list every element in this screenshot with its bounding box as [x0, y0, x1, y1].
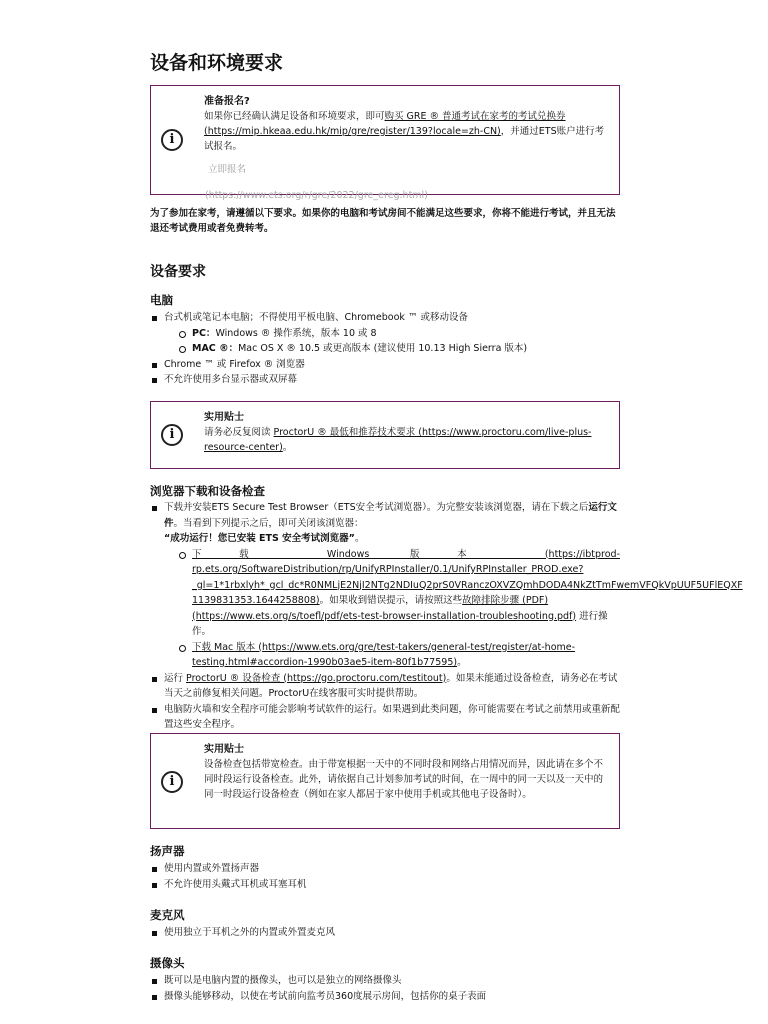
list-item: 不允许使用头戴式耳机或耳塞耳机 — [150, 877, 620, 893]
device-requirements-heading: 设备要求 — [150, 264, 206, 280]
register-title: 准备报名? — [204, 96, 250, 107]
download-mac-link[interactable]: 下载 Mac 版本 (https://www.ets.org/gre/test-takers/general-test/register/at-home-testing.html#accordion-1990b03ae5-item-80f1b77595) — [192, 641, 576, 668]
troubleshooting-link[interactable]: 故障排除步骤 (PDF) (https://www.ets.org/s/toefl/pdf/ets-test-browser-installation-troubleshooting.pdf) — [192, 595, 577, 622]
microphone-list — [150, 925, 620, 941]
tip-title: 实用贴士 — [204, 412, 244, 423]
list-item: 运行 ProctorU ® 设备检查 (https://go.proctoru.com/testitout)。如果未能通过设备检查，请务必在考试当天之前修复相关问题。ProctorU在线客服可实时提供帮助。 — [150, 671, 620, 702]
info-icon: i — [161, 771, 183, 793]
microphone-heading: 麦克风 — [150, 908, 185, 922]
list-item: 不允许使用多台显示器或双屏幕 — [150, 372, 620, 388]
download-windows-link-end[interactable]: 1139831353.1644258808) — [192, 595, 320, 606]
register-text: 如果你已经确认满足设备和环境要求，即可购买 GRE ® 普通考试在家考的考试兑换券 (https://mip.hkeaa.edu.hk/mip/gre/register/139?locale=zh-CN)，并通过ETS账户进行考试报名。 — [204, 111, 605, 152]
camera-list — [150, 973, 620, 1004]
camera-heading: 摄像头 — [150, 956, 185, 970]
download-windows-link-params[interactable]: _gl=1*1rbxlyh*_gcl_dc*R0NMLjE2NjI2NTg2NDIuQ2prS0VRanczOXVZQmhDODA4NkZtTmFwemVFQkVpUUF5UFlEQXF — [192, 579, 743, 591]
proctoru-requirements-link[interactable]: ProctorU ® 最低和推荐技术要求 (https://www.proctoru.com/live-plus-resource-center) — [204, 427, 592, 453]
register-callout — [150, 85, 620, 195]
info-icon: i — [161, 424, 183, 446]
speaker-heading: 扬声器 — [150, 844, 185, 858]
list-item: MAC ®：Mac OS X ® 10.5 或更高版本 (建议使用 10.13 High Sierra 版本) — [178, 341, 620, 357]
tip-callout-requirements — [150, 401, 620, 469]
register-button-url: (https://www.ets.org/r/gre/2022/gre_ereg.html) — [205, 190, 428, 201]
tip-callout-bandwidth — [150, 733, 620, 829]
list-item: 使用独立于耳机之外的内置或外置麦克风 — [150, 925, 620, 941]
list-item: 下载 Windows 版本 (https://ibtprod- rp.ets.org/SoftwareDistribution/rp/UnifyRPInstaller/0.1/UnifyRPInstaller_PROD.exe? _gl=1*1rbxlyh*_gcl_dc*R0NMLjE2NjI2NTg2NDIuQ2prS0VRanczOXVZQmhDODA4NkZtTmFwemVFQkVpUUF5UFlEQXF 1139831353.1644258808)。如果收到错误提示，请按照这些故障排除步骤 (PDF) (https://www.ets.org/s/toefl/pdf/ets-test-browser-installation-troubleshooting.pdf) 进行操作。 — [178, 547, 620, 640]
info-icon: i — [161, 129, 183, 151]
download-windows-link-url[interactable]: rp.ets.org/SoftwareDistribution/rp/UnifyRPInstaller/0.1/UnifyRPInstaller_PROD.exe? — [192, 564, 584, 575]
list-item: PC：Windows ® 操作系统，版本 10 或 8 — [178, 326, 620, 342]
list-item: 使用内置或外置扬声器 — [150, 861, 620, 877]
list-item: 台式机或笔记本电脑；不得使用平板电脑、Chromebook ™ 或移动设备 PC：Windows ® 操作系统，版本 10 或 8 MAC ®：Mac OS X ® 10.5 或更高版本 (建议使用 10.13 High Sierra 版本) — [150, 310, 620, 357]
proctoru-check-link[interactable]: ProctorU ® 设备检查 (https://go.proctoru.com/testitout) — [186, 672, 447, 684]
speaker-list — [150, 861, 620, 892]
tip-title: 实用贴士 — [204, 744, 244, 755]
computer-heading: 电脑 — [150, 293, 173, 307]
list-item: 既可以是电脑内置的摄像头，也可以是独立的网络摄像头 — [150, 973, 620, 989]
list-item: 下载并安装ETS Secure Test Browser（ETS安全考试浏览器）。为完整安装该浏览器，请在下载之后运行文件。当看到下列提示之后，即可关闭该浏览器： “成功运行！您已安装 ETS 安全考试浏览器”。 下载 Windows 版本 (https://ibtprod- rp.ets.org/SoftwareDistribution/rp/UnifyRPInstaller/0.1/UnifyRPInstaller_PROD.exe? _gl=1*1rbxlyh*_gcl_dc*R0NMLjE2NjI2NTg2NDIuQ2prS0VRanczOXVZQmhDODA4NkZtTmFwemVFQkVpUUF5UFlEQXF 1139831353.1644258808)。如果收到错误提示，请按照这些故障排除步骤 (PDF) (https://www.ets.org/s/toefl/pdf/ets-test-browser-installation-troubleshooting.pdf) 进行操作。 下载 Mac 版本 (https://www.ets.org/gre/test-takers/general-test/register/at-home-testing.html#accordion-1990b03ae5-item-80f1b77595)。 — [150, 500, 620, 671]
list-item: 下载 Mac 版本 (https://www.ets.org/gre/test-takers/general-test/register/at-home-testing.html#accordion-1990b03ae5-item-80f1b77595)。 — [178, 640, 620, 671]
list-item: 电脑防火墙和安全程序可能会影响考试软件的运行。如果遇到此类问题，你可能需要在考试之前禁用或重新配置这些安全程序。 — [150, 702, 620, 733]
browser-heading: 浏览器下载和设备检查 — [150, 484, 265, 498]
register-now-button[interactable]: 立即报名 — [208, 164, 247, 175]
tip-text: 请务必反复阅读 ProctorU ® 最低和推荐技术要求 (https://www.proctoru.com/live-plus-resource-center)。 — [204, 427, 592, 453]
computer-list — [150, 310, 620, 388]
warning-text: 为了参加在家考，请遵循以下要求。如果你的电脑和考试房间不能满足这些要求，你将不能进行考试，并且无法退还考试费用或者免费转考。 — [150, 208, 616, 234]
list-item: Chrome ™ 或 Firefox ® 浏览器 — [150, 357, 620, 373]
list-item: 摄像头能够移动，以使在考试前向监考员360度展示房间，包括你的桌子表面 — [150, 989, 620, 1005]
browser-list — [150, 500, 743, 733]
page-title: 设备和环境要求 — [150, 52, 284, 74]
download-windows-link[interactable]: 下载 Windows 版本 (https://ibtprod- — [192, 548, 620, 560]
buy-voucher-link[interactable]: 购买 GRE ® 普通考试在家考的考试兑换券 (https://mip.hkeaa.edu.hk/mip/gre/register/139?locale=zh-CN) — [204, 111, 566, 137]
tip-text: 设备检查包括带宽检查。由于带宽根据一天中的不同时段和网络占用情况而异，因此请在多个不同时段运行设备检查。此外，请依据自己计划参加考试的时间，在一周中的同一天以及一天中的同一时段运行设备检查（例如在家人都居于家中使用手机或其他电子设备时）。 — [204, 759, 604, 800]
